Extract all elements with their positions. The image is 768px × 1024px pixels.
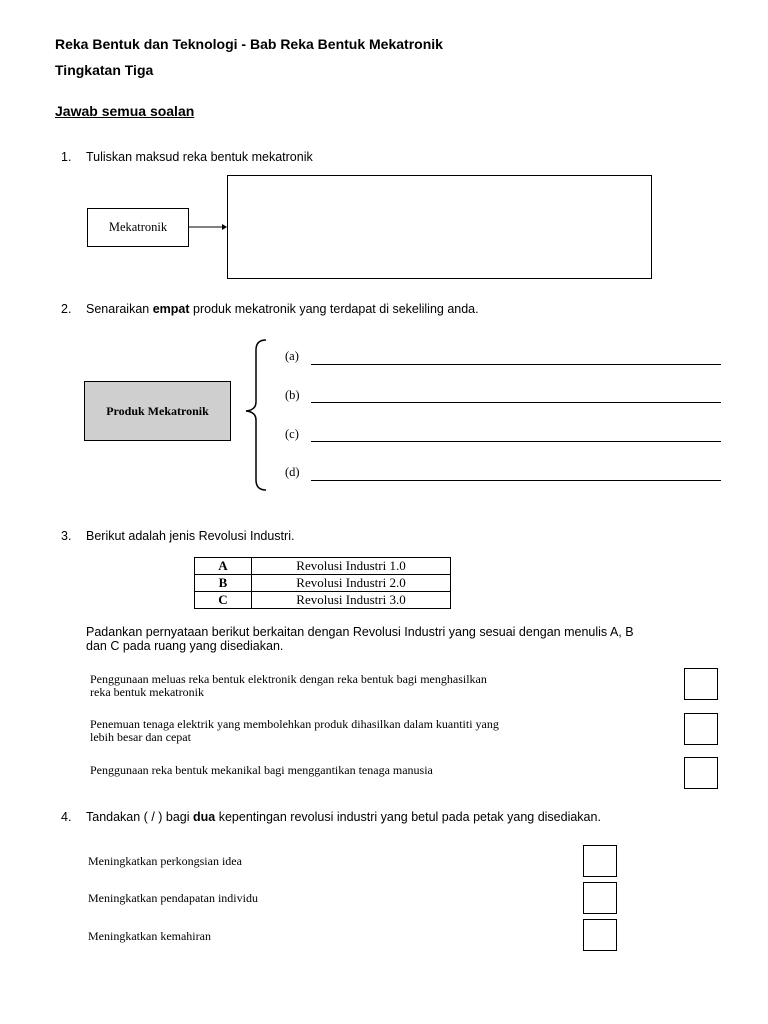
option-1: Meningkatkan perkongsian idea xyxy=(88,854,242,868)
question-number: 3. xyxy=(61,529,72,543)
option-3: Meningkatkan kemahiran xyxy=(88,929,211,943)
answer-label-d: (d) xyxy=(285,465,300,479)
question-1 xyxy=(61,150,661,166)
question-2 xyxy=(61,302,681,318)
table-value: Revolusi Industri 1.0 xyxy=(252,558,451,575)
table-value: Revolusi Industri 3.0 xyxy=(252,592,451,609)
produk-mekatronik-box xyxy=(84,381,231,441)
answer-box-statement-3[interactable] xyxy=(684,757,718,789)
worksheet-subtitle: Tingkatan Tiga xyxy=(55,62,154,78)
answer-line-b[interactable] xyxy=(311,402,721,403)
question-4 xyxy=(61,810,701,826)
table-key: C xyxy=(195,592,252,609)
checkbox-option-2[interactable] xyxy=(583,882,617,914)
revolusi-industri-table xyxy=(194,557,451,609)
answer-box-statement-1[interactable] xyxy=(684,668,718,700)
table-row xyxy=(195,558,451,575)
checkbox-option-1[interactable] xyxy=(583,845,617,877)
answer-line-a[interactable] xyxy=(311,364,721,365)
question-text: Tuliskan maksud reka bentuk mekatronik xyxy=(86,150,313,164)
table-row xyxy=(195,592,451,609)
statement-2: Penemuan tenaga elektrik yang membolehkan produk dihasilkan dalam kuantiti yang lebih besar dan cepat xyxy=(90,717,499,744)
question-text: Berikut adalah jenis Revolusi Industri. xyxy=(86,529,295,543)
question-number: 1. xyxy=(61,150,72,164)
answer-line-d[interactable] xyxy=(311,480,721,481)
worksheet-title: Reka Bentuk dan Teknologi - Bab Reka Bentuk Mekatronik xyxy=(55,36,443,52)
answer-line-c[interactable] xyxy=(311,441,721,442)
answer-label-a: (a) xyxy=(285,349,299,363)
answer-label-c: (c) xyxy=(285,427,299,441)
table-value: Revolusi Industri 2.0 xyxy=(252,575,451,592)
answer-box-statement-2[interactable] xyxy=(684,713,718,745)
produk-mekatronik-label: Produk Mekatronik xyxy=(106,403,209,418)
question-number: 2. xyxy=(61,302,72,316)
question-text: Tandakan ( / ) bagi dua kepentingan revolusi industri yang betul pada petak yang disediakan. xyxy=(86,810,601,824)
table-key: B xyxy=(195,575,252,592)
curly-brace-icon xyxy=(240,338,270,494)
question-text: Senaraikan empat produk mekatronik yang terdapat di sekeliling anda. xyxy=(86,302,479,316)
matching-instruction: Padankan pernyataan berikut berkaitan dengan Revolusi Industri yang sesuai dengan menulis A, B dan C pada ruang yang disediakan. xyxy=(86,625,634,653)
table-row xyxy=(195,575,451,592)
question-number: 4. xyxy=(61,810,72,824)
mekatronik-label-box xyxy=(87,208,189,247)
statement-3: Penggunaan reka bentuk mekanikal bagi menggantikan tenaga manusia xyxy=(90,763,433,777)
arrow-right-icon xyxy=(189,221,229,233)
statement-1: Penggunaan meluas reka bentuk elektronik dengan reka bentuk bagi menghasilkan reka bentuk mekatronik xyxy=(90,672,487,699)
table-key: A xyxy=(195,558,252,575)
instruction-heading: Jawab semua soalan xyxy=(55,103,195,119)
answer-label-b: (b) xyxy=(285,388,300,402)
answer-box-q1[interactable] xyxy=(227,175,652,279)
checkbox-option-3[interactable] xyxy=(583,919,617,951)
option-2: Meningkatkan pendapatan individu xyxy=(88,891,258,905)
mekatronik-label: Mekatronik xyxy=(108,220,168,234)
question-3 xyxy=(61,529,661,545)
